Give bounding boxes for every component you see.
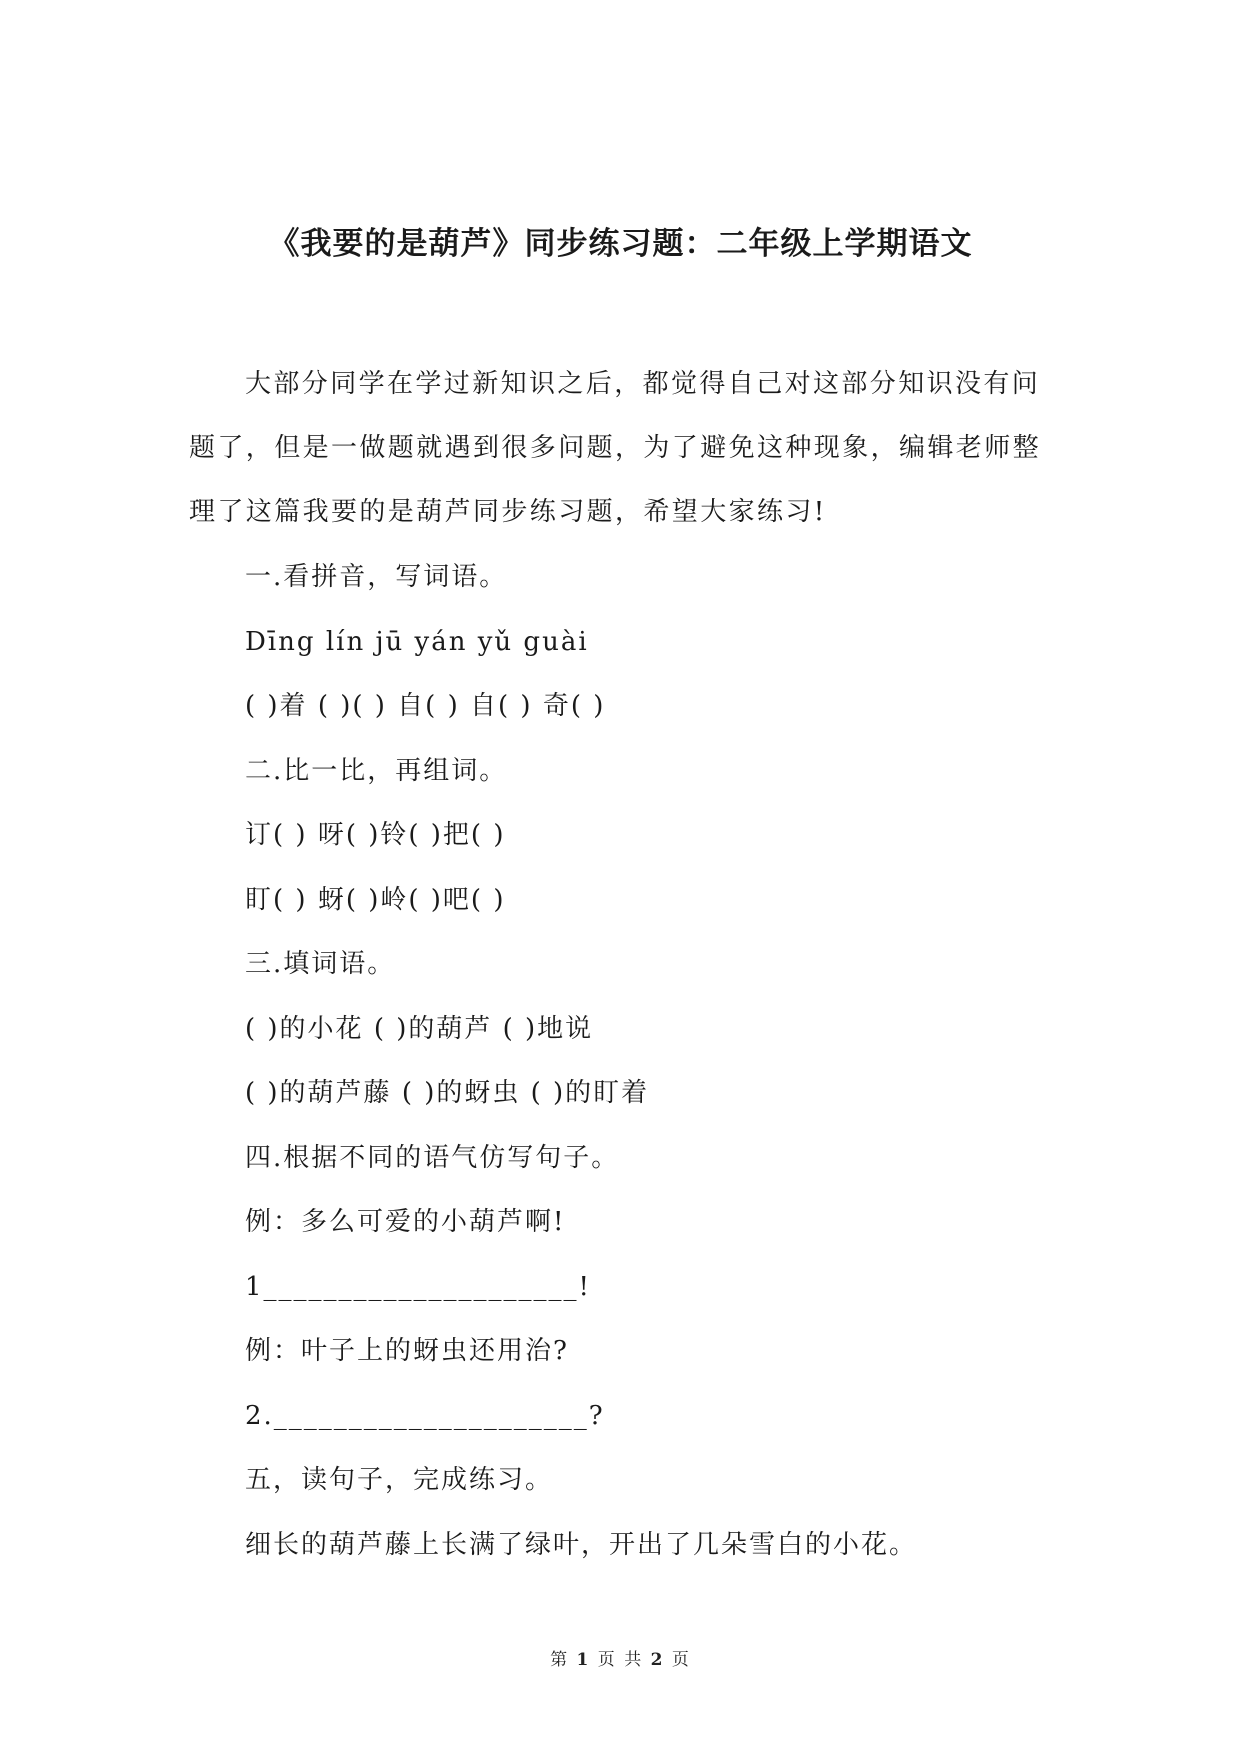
footer-suffix: 页 xyxy=(671,1650,691,1670)
answer-blank-line: 2._____________________? xyxy=(245,1400,605,1431)
example-line: 例：叶子上的蚜虫还用治? xyxy=(245,1336,569,1366)
section-heading-5: 五，读句子，完成练习。 xyxy=(245,1465,554,1495)
total-pages-number: 2 xyxy=(650,1650,665,1670)
footer-middle: 页 共 xyxy=(597,1650,644,1670)
document-title: 《我要的是葫芦》同步练习题：二年级上学期语文 xyxy=(268,226,973,262)
exercise-line: 盯( ) 蚜( )岭( )吧( ) xyxy=(245,884,506,915)
exercise-line: ( )的小花 ( )的葫芦 ( )地说 xyxy=(245,1013,594,1044)
intro-paragraph: 大部分同学在学过新知识之后，都觉得自己对这部分知识没有问题了，但是一做题就遇到很多问题，为了避免这种现象，编辑老师整理了这篇我要的是葫芦同步练习题，希望大家练习! xyxy=(189,369,1042,527)
section-heading-4: 四.根据不同的语气仿写句子。 xyxy=(245,1142,620,1173)
exercise-line: ( )着 ( )( ) 自( ) 自( ) 奇( ) xyxy=(245,691,606,721)
exercise-line: ( )的葫芦藤 ( )的蚜虫 ( )的盯着 xyxy=(245,1078,650,1108)
section-heading-2: 二.比一比，再组词。 xyxy=(245,755,508,786)
example-line: 例：多么可爱的小葫芦啊! xyxy=(245,1207,566,1237)
current-page-number: 1 xyxy=(576,1650,591,1670)
exercise-list xyxy=(245,545,1065,1577)
reading-sentence: 细长的葫芦藤上长满了绿叶，开出了几朵雪白的小花。 xyxy=(245,1529,918,1560)
section-heading-1: 一.看拼音，写词语。 xyxy=(245,562,508,592)
exercise-line: 订( ) 呀( )铃( )把( ) xyxy=(245,820,506,850)
answer-blank-line: 1_____________________! xyxy=(245,1271,591,1302)
page-footer xyxy=(0,1648,1241,1672)
section-heading-3: 三.填词语。 xyxy=(245,949,396,979)
footer-prefix: 第 xyxy=(550,1650,570,1670)
pinyin-line: Dīng lín jū yán yǔ guài xyxy=(245,626,589,657)
